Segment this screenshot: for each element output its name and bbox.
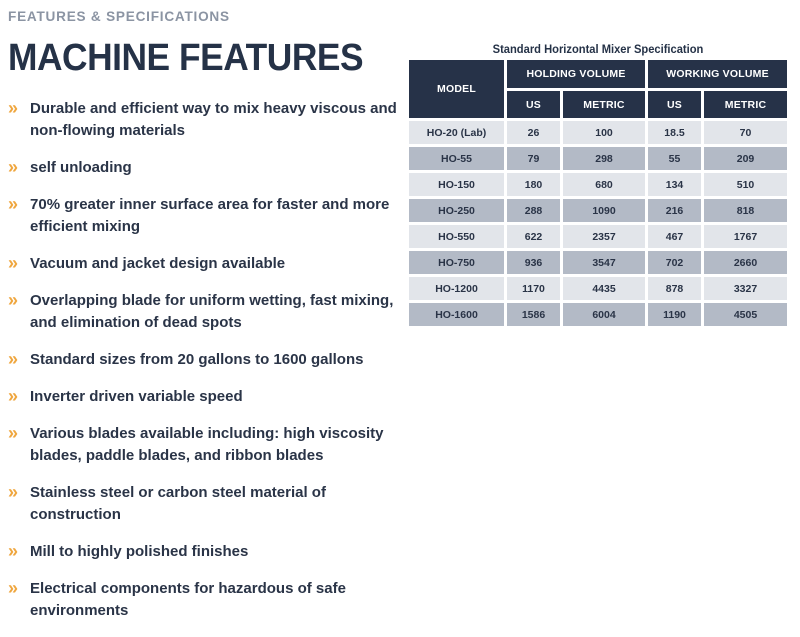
table-row (409, 121, 787, 144)
double-chevron-icon: » (8, 157, 18, 177)
feature-item (8, 157, 400, 179)
feature-text: Durable and efficient way to mix heavy viscous and non-flowing materials (30, 100, 397, 139)
value-cell: 298 (563, 147, 645, 170)
table-row (409, 251, 787, 274)
feature-text: Electrical components for hazardous of safe environments (30, 580, 346, 619)
model-cell: HO-1600 (409, 303, 504, 326)
feature-item (8, 386, 400, 408)
col-header-model: MODEL (409, 60, 504, 118)
value-cell: 288 (507, 199, 560, 222)
feature-item (8, 482, 400, 526)
value-cell: 467 (648, 225, 701, 248)
value-cell: 70 (704, 121, 787, 144)
feature-text: Inverter driven variable speed (30, 388, 243, 405)
table-row (409, 147, 787, 170)
col-sub-header: US (507, 91, 560, 118)
table-row (409, 303, 787, 326)
feature-item (8, 194, 400, 238)
double-chevron-icon: » (8, 194, 18, 214)
value-cell: 936 (507, 251, 560, 274)
page-title: MACHINE FEATURES (8, 37, 364, 79)
value-cell: 4435 (563, 277, 645, 300)
feature-text: Stainless steel or carbon steel material of construction (30, 484, 326, 523)
feature-item (8, 423, 400, 467)
value-cell: 2660 (704, 251, 787, 274)
double-chevron-icon: » (8, 290, 18, 310)
value-cell: 4505 (704, 303, 787, 326)
value-cell: 1090 (563, 199, 645, 222)
feature-item (8, 578, 400, 622)
feature-item (8, 98, 400, 142)
table-row (409, 225, 787, 248)
double-chevron-icon: » (8, 349, 18, 369)
model-cell: HO-250 (409, 199, 504, 222)
model-cell: HO-20 (Lab) (409, 121, 504, 144)
double-chevron-icon: » (8, 253, 18, 273)
feature-text: 70% greater inner surface area for faster and more efficient mixing (30, 196, 390, 235)
feature-text: Vacuum and jacket design available (30, 255, 286, 272)
double-chevron-icon: » (8, 423, 18, 443)
feature-text: Standard sizes from 20 gallons to 1600 gallons (30, 351, 364, 368)
feature-item (8, 290, 400, 334)
spec-table-head (409, 60, 787, 118)
col-sub-header: METRIC (563, 91, 645, 118)
table-row (409, 277, 787, 300)
value-cell: 180 (507, 173, 560, 196)
value-cell: 702 (648, 251, 701, 274)
col-sub-header: METRIC (704, 91, 787, 118)
value-cell: 1170 (507, 277, 560, 300)
value-cell: 2357 (563, 225, 645, 248)
feature-item (8, 349, 400, 371)
value-cell: 3327 (704, 277, 787, 300)
double-chevron-icon: » (8, 578, 18, 598)
value-cell: 1190 (648, 303, 701, 326)
table-row (409, 199, 787, 222)
model-cell: HO-55 (409, 147, 504, 170)
section-eyebrow: FEATURES & SPECIFICATIONS (8, 8, 230, 24)
double-chevron-icon: » (8, 386, 18, 406)
model-cell: HO-1200 (409, 277, 504, 300)
model-cell: HO-550 (409, 225, 504, 248)
value-cell: 3547 (563, 251, 645, 274)
feature-text: Various blades available including: high viscosity blades, paddle blades, and ribbon blades (30, 425, 384, 464)
spec-table (406, 57, 790, 329)
value-cell: 622 (507, 225, 560, 248)
feature-text: Mill to highly polished finishes (30, 543, 249, 560)
spec-table-body (409, 121, 787, 326)
double-chevron-icon: » (8, 482, 18, 502)
col-group-header: HOLDING VOLUME (507, 60, 645, 88)
model-cell: HO-150 (409, 173, 504, 196)
double-chevron-icon: » (8, 98, 18, 118)
value-cell: 878 (648, 277, 701, 300)
feature-item (8, 253, 400, 275)
col-sub-header: US (648, 91, 701, 118)
value-cell: 1767 (704, 225, 787, 248)
features-section (8, 8, 400, 637)
double-chevron-icon: » (8, 541, 18, 561)
value-cell: 18.5 (648, 121, 701, 144)
value-cell: 510 (704, 173, 787, 196)
value-cell: 79 (507, 147, 560, 170)
feature-item (8, 541, 400, 563)
table-row (409, 173, 787, 196)
value-cell: 134 (648, 173, 701, 196)
spec-table-title: Standard Horizontal Mixer Specification (492, 44, 704, 56)
value-cell: 1586 (507, 303, 560, 326)
value-cell: 209 (704, 147, 787, 170)
value-cell: 55 (648, 147, 701, 170)
value-cell: 6004 (563, 303, 645, 326)
value-cell: 100 (563, 121, 645, 144)
feature-text: self unloading (30, 159, 132, 176)
feature-text: Overlapping blade for uniform wetting, fast mixing, and elimination of dead spots (30, 292, 394, 331)
value-cell: 216 (648, 199, 701, 222)
value-cell: 680 (563, 173, 645, 196)
value-cell: 26 (507, 121, 560, 144)
features-list (8, 98, 400, 622)
col-group-header: WORKING VOLUME (648, 60, 787, 88)
spec-section (400, 8, 790, 637)
model-cell: HO-750 (409, 251, 504, 274)
value-cell: 818 (704, 199, 787, 222)
